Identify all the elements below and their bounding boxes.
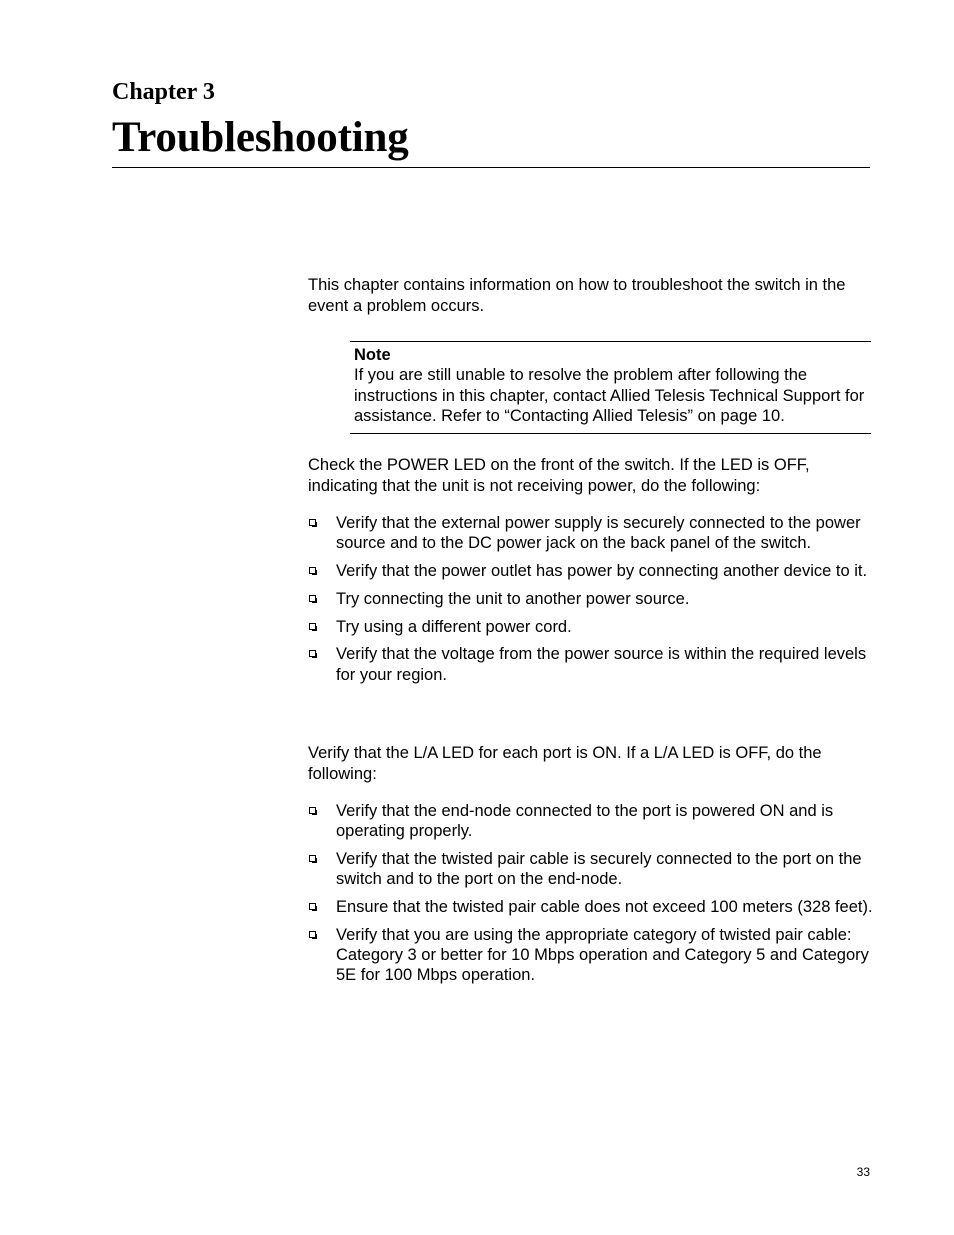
list-item-text: Try connecting the unit to another power source.	[336, 589, 690, 608]
list-item	[308, 897, 874, 917]
list-item	[308, 849, 874, 889]
list-item-text: Verify that the twisted pair cable is securely connected to the port on the switch and to the port on the end-node.	[336, 850, 862, 889]
checkbox-bullet-icon	[309, 567, 316, 574]
list-item	[308, 617, 874, 637]
chapter-label: Chapter 3	[112, 79, 215, 105]
la-check-list	[308, 801, 874, 993]
note-box	[350, 341, 871, 434]
checkbox-bullet-icon	[309, 903, 316, 910]
list-item-text: Try using a different power cord.	[336, 617, 572, 636]
list-item-text: Verify that the end-node connected to the port is powered ON and is operating properly.	[336, 802, 834, 841]
checkbox-bullet-icon	[309, 650, 316, 657]
note-text: If you are still unable to resolve the problem after following the instructions in this chapter, contact Allied Telesis Technical Support for assistance. Refer to “Contacting Allied Telesis” on page 10.	[354, 366, 865, 425]
power-check-list	[308, 513, 874, 692]
checkbox-bullet-icon	[309, 807, 316, 814]
note-heading: Note	[354, 346, 391, 364]
list-item-text: Verify that the voltage from the power source is within the required levels for your region.	[336, 645, 867, 684]
list-item	[308, 513, 874, 553]
title-divider	[112, 167, 870, 168]
list-item-text: Verify that you are using the appropriate category of twisted pair cable: Category 3 or better for 10 Mbps operation and Category 5 and Category 5E for 100 Mbps operation.	[336, 925, 869, 985]
list-item	[308, 561, 874, 581]
intro-section	[308, 275, 874, 316]
checkbox-bullet-icon	[309, 595, 316, 602]
chapter-title: Troubleshooting	[112, 114, 409, 161]
la-check-section	[308, 743, 874, 784]
la-check-intro: Verify that the L/A LED for each port is ON. If a L/A LED is OFF, do the following:	[308, 744, 822, 783]
power-check-intro: Check the POWER LED on the front of the switch. If the LED is OFF, indicating that the unit is not receiving power, do the following:	[308, 456, 810, 495]
power-check-section	[308, 455, 874, 496]
list-item-text: Verify that the power outlet has power by connecting another device to it.	[336, 562, 868, 580]
list-item	[308, 925, 874, 986]
list-item-text: Ensure that the twisted pair cable does not exceed 100 meters (328 feet).	[336, 898, 873, 916]
list-item-text: Verify that the external power supply is securely connected to the power source and to the DC power jack on the back panel of the switch.	[336, 514, 861, 553]
intro-paragraph: This chapter contains information on how to troubleshoot the switch in the event a problem occurs.	[308, 276, 846, 315]
list-item	[308, 801, 874, 841]
checkbox-bullet-icon	[309, 519, 316, 526]
checkbox-bullet-icon	[309, 931, 316, 938]
list-item	[308, 644, 874, 684]
checkbox-bullet-icon	[309, 623, 316, 630]
page-number: 33	[856, 1165, 870, 1179]
checkbox-bullet-icon	[309, 855, 316, 862]
list-item	[308, 589, 874, 609]
